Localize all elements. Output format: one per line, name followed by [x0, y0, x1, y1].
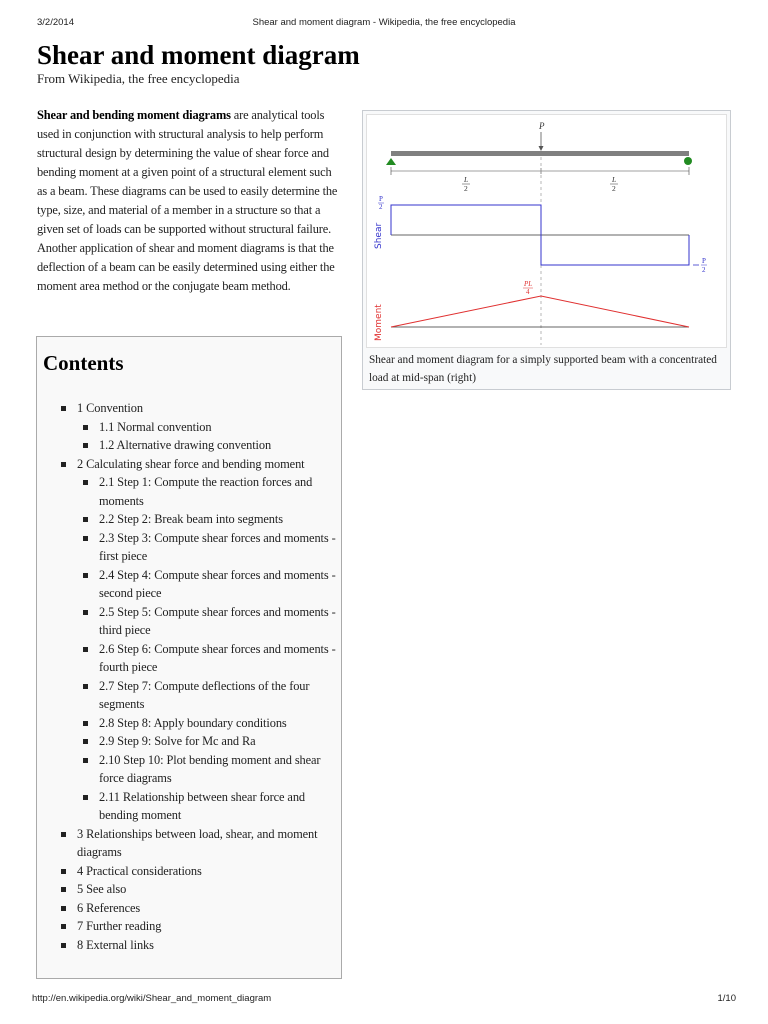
intro-bold-term: Shear and bending moment diagrams: [37, 108, 231, 122]
table-of-contents: [36, 336, 342, 979]
toc-link[interactable]: 2.11 Relationship between shear force and bending moment: [99, 789, 306, 822]
toc-link[interactable]: 6 References: [77, 900, 141, 915]
toc-link[interactable]: 4 Practical considerations: [77, 863, 202, 878]
toc-item-3[interactable]: [59, 825, 337, 862]
toc-link[interactable]: 2.5 Step 5: Compute shear forces and moments - third piece: [99, 604, 336, 637]
intro-paragraph: [37, 106, 342, 296]
bullet-icon: [61, 924, 66, 929]
toc-link[interactable]: 2.6 Step 6: Compute shear forces and moments - fourth piece: [99, 641, 336, 674]
toc-link[interactable]: 8 External links: [77, 937, 154, 952]
span-left-den: 2: [464, 184, 468, 193]
span-left-num: L: [464, 175, 469, 184]
toc-link[interactable]: 3 Relationships between load, shear, and moment diagrams: [77, 826, 318, 859]
toc-item-2-6[interactable]: [81, 640, 337, 677]
toc-item-8[interactable]: [59, 936, 337, 955]
toc-link[interactable]: 1.2 Alternative drawing convention: [99, 438, 272, 452]
toc-sublist: [81, 473, 337, 825]
bullet-icon: [83, 480, 88, 485]
toc-link[interactable]: 2.10 Step 10: Plot bending moment and shear force diagrams: [99, 752, 321, 785]
span-right-num: L: [612, 175, 617, 184]
shear-neg-den: 2: [702, 266, 706, 274]
toc-heading: Contents: [43, 351, 124, 375]
toc-link[interactable]: 2.3 Step 3: Compute shear forces and moments - first piece: [99, 530, 336, 563]
bullet-icon: [83, 610, 88, 615]
bullet-icon: [83, 647, 88, 652]
bullet-icon: [83, 758, 88, 763]
intro-text: are analytical tools used in conjunction with structural analysis to help perform structural design by determining the value of shear force and bending moment at a given point of a structural element such as a beam. These diagrams can be used to easily determine the type, size, and material of a member in a structure so that a given set of loads can be supported without structural failure. Another application of shear and moment diagrams is that the deflection of a beam can be easily determined using either the moment area method or the conjugate beam method.: [37, 108, 338, 293]
toc-link[interactable]: 1 Convention: [77, 401, 143, 415]
print-url: http://en.wikipedia.org/wiki/Shear_and_moment_diagram: [32, 993, 272, 1004]
span-right-den: 2: [612, 184, 616, 193]
toc-item-6[interactable]: [59, 899, 337, 918]
print-footer: [0, 993, 768, 1007]
roller-support: [684, 157, 692, 165]
toc-link[interactable]: 7 Further reading: [77, 919, 162, 933]
bullet-icon: [83, 739, 88, 744]
shear-pos-num: P: [379, 195, 383, 203]
shear-axis-label: Shear: [374, 222, 384, 249]
bullet-icon: [83, 443, 88, 448]
toc-item-2-11[interactable]: [81, 788, 337, 825]
toc-item-1-1[interactable]: [81, 418, 337, 437]
site-tagline: From Wikipedia, the free encyclopedia: [37, 71, 240, 86]
bullet-icon: [83, 536, 88, 541]
bullet-icon: [61, 943, 66, 948]
bullet-icon: [83, 684, 88, 689]
bullet-icon: [83, 573, 88, 578]
toc-item-1[interactable]: [59, 399, 337, 455]
toc-link[interactable]: 2.4 Step 4: Compute shear forces and moments - second piece: [99, 567, 336, 600]
bullet-icon: [61, 406, 66, 411]
diagram-image[interactable]: [366, 114, 727, 348]
print-date: 3/2/2014: [37, 17, 74, 28]
toc-item-2-8[interactable]: [81, 714, 337, 733]
toc-link[interactable]: 2.2 Step 2: Break beam into segments: [99, 512, 283, 526]
bullet-icon: [83, 517, 88, 522]
bullet-icon: [61, 887, 66, 892]
bullet-icon: [61, 462, 66, 467]
moment-curve: [391, 296, 689, 327]
toc-link[interactable]: 5 See also: [77, 882, 127, 896]
pin-support: [386, 158, 396, 165]
toc-item-1-2[interactable]: [81, 436, 337, 455]
bullet-icon: [83, 795, 88, 800]
toc-item-2-5[interactable]: [81, 603, 337, 640]
shear-neg-num: P: [702, 257, 706, 265]
toc-link[interactable]: 2.9 Step 9: Solve for Mc and Ra: [99, 734, 256, 748]
moment-max-den: 4: [526, 288, 530, 296]
load-label: P: [539, 121, 545, 131]
toc-item-2-9[interactable]: [81, 732, 337, 751]
toc-link[interactable]: 2 Calculating shear force and bending moment: [77, 456, 305, 471]
bullet-icon: [83, 425, 88, 430]
shear-pos-den: 2: [379, 203, 383, 211]
bullet-icon: [61, 906, 66, 911]
print-page-title: Shear and moment diagram - Wikipedia, the free encyclopedia: [252, 17, 516, 28]
toc-link[interactable]: 2.1 Step 1: Compute the reaction forces and moments: [99, 475, 313, 508]
toc-item-7[interactable]: [59, 917, 337, 936]
print-header: [0, 17, 768, 31]
toc-item-2-2[interactable]: [81, 510, 337, 529]
toc-link[interactable]: 2.7 Step 7: Compute deflections of the four segments: [99, 678, 310, 711]
moment-axis-label: Moment: [374, 304, 384, 341]
toc-item-2-10[interactable]: [81, 751, 337, 788]
toc-item-4[interactable]: [59, 862, 337, 881]
toc-link[interactable]: 1.1 Normal convention: [99, 419, 212, 434]
toc-link[interactable]: 2.8 Step 8: Apply boundary conditions: [99, 715, 287, 730]
bullet-icon: [61, 869, 66, 874]
bullet-icon: [83, 721, 88, 726]
thumbnail-figure: [362, 110, 731, 390]
shear-moment-diagram: [367, 115, 726, 347]
toc-item-2-4[interactable]: [81, 566, 337, 603]
figure-caption: Shear and moment diagram for a simply supported beam with a concentrated load at mid-span (right): [369, 354, 717, 384]
beam: [391, 151, 689, 156]
toc-sublist: [81, 418, 337, 455]
toc-item-2[interactable]: [59, 455, 337, 825]
page-title: Shear and moment diagram: [37, 40, 360, 70]
toc-item-2-7[interactable]: [81, 677, 337, 714]
bullet-icon: [61, 832, 66, 837]
load-arrow-head: [539, 146, 544, 151]
moment-max-num: PL: [524, 280, 533, 288]
toc-item-2-1[interactable]: [81, 473, 337, 510]
toc-item-2-3[interactable]: [81, 529, 337, 566]
toc-item-5[interactable]: [59, 880, 337, 899]
toc-list: [59, 399, 337, 954]
print-page-number: 1/10: [717, 993, 736, 1004]
